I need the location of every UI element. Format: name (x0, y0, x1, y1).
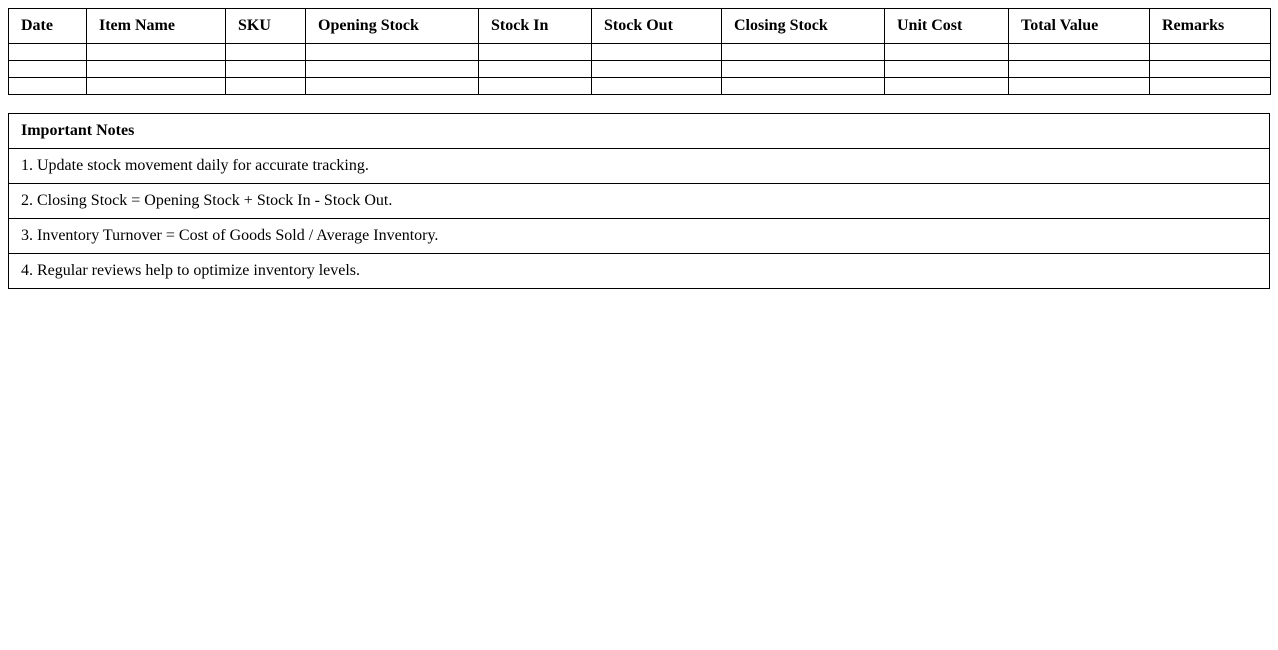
table-cell (1150, 78, 1271, 95)
table-cell (1150, 61, 1271, 78)
inventory-table (8, 8, 1271, 95)
note-item: 3. Inventory Turnover = Cost of Goods Sold / Average Inventory. (9, 219, 1270, 254)
table-cell (1150, 44, 1271, 61)
column-header-sku: SKU (226, 9, 306, 44)
table-cell (592, 78, 722, 95)
column-header-remarks: Remarks (1150, 9, 1271, 44)
column-header-closing-stock: Closing Stock (722, 9, 885, 44)
document (8, 8, 1270, 289)
table-cell (722, 61, 885, 78)
table-cell (885, 78, 1009, 95)
table-header-row (9, 9, 1271, 44)
table-cell (479, 78, 592, 95)
note-row (9, 254, 1270, 289)
table-cell (722, 44, 885, 61)
table-cell (9, 44, 87, 61)
notes-title-row (9, 114, 1270, 149)
table-cell (87, 44, 226, 61)
table-row (9, 61, 1271, 78)
table-cell (9, 61, 87, 78)
table-cell (479, 44, 592, 61)
note-row (9, 149, 1270, 184)
table-cell (592, 44, 722, 61)
table-row (9, 78, 1271, 95)
column-header-opening-stock: Opening Stock (306, 9, 479, 44)
note-row (9, 184, 1270, 219)
note-item: 4. Regular reviews help to optimize inventory levels. (9, 254, 1270, 289)
note-row (9, 219, 1270, 254)
table-cell (306, 78, 479, 95)
table-cell (9, 78, 87, 95)
table-cell (87, 61, 226, 78)
table-cell (885, 61, 1009, 78)
table-cell (722, 78, 885, 95)
table-row (9, 44, 1271, 61)
table-cell (1009, 44, 1150, 61)
column-header-total-value: Total Value (1009, 9, 1150, 44)
notes-title: Important Notes (9, 114, 1270, 149)
table-cell (479, 61, 592, 78)
table-cell (226, 61, 306, 78)
column-header-stock-out: Stock Out (592, 9, 722, 44)
table-cell (306, 44, 479, 61)
table-cell (226, 44, 306, 61)
table-cell (1009, 61, 1150, 78)
table-cell (592, 61, 722, 78)
table-cell (87, 78, 226, 95)
table-cell (226, 78, 306, 95)
table-cell (306, 61, 479, 78)
column-header-date: Date (9, 9, 87, 44)
note-item: 2. Closing Stock = Opening Stock + Stock In - Stock Out. (9, 184, 1270, 219)
column-header-unit-cost: Unit Cost (885, 9, 1009, 44)
note-item: 1. Update stock movement daily for accurate tracking. (9, 149, 1270, 184)
column-header-item-name: Item Name (87, 9, 226, 44)
table-cell (885, 44, 1009, 61)
notes-table (8, 113, 1270, 289)
table-cell (1009, 78, 1150, 95)
column-header-stock-in: Stock In (479, 9, 592, 44)
